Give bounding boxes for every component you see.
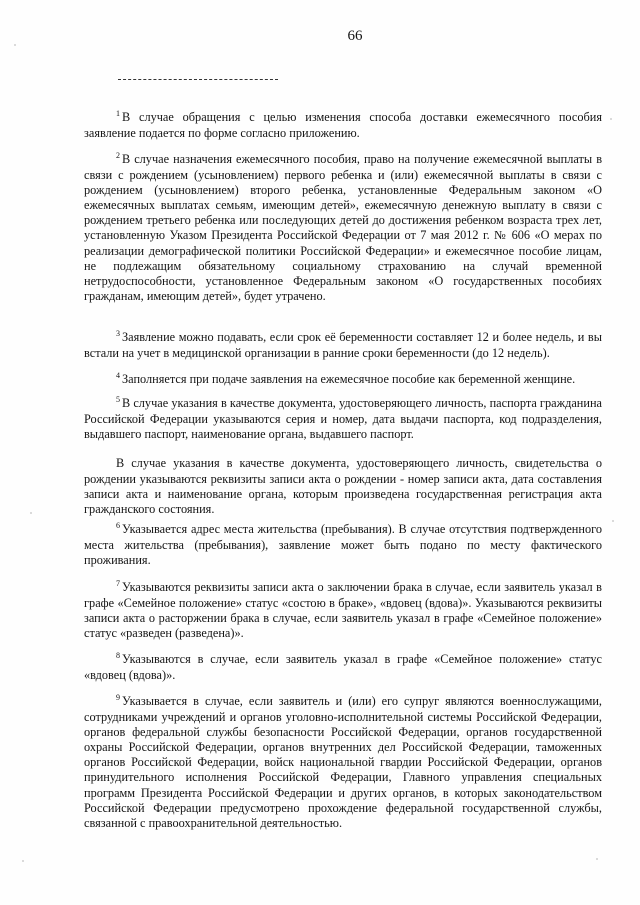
- footnote-mark: 4: [116, 371, 120, 381]
- footnote-separator: [118, 79, 278, 80]
- footnote-mark: 8: [116, 651, 120, 661]
- footnote-4: [84, 372, 602, 387]
- scan-speck: [610, 118, 612, 120]
- footnote-5: [84, 396, 602, 442]
- footnote-mark: 6: [116, 521, 120, 531]
- footnote-2: [84, 152, 602, 304]
- footnote-3: [84, 330, 602, 360]
- scan-speck: [14, 44, 16, 46]
- scan-speck: [30, 512, 32, 514]
- footnote-text: Заполняется при подаче заявления на ежемесячное пособие как беременной женщине.: [122, 372, 576, 387]
- page-number: 66: [347, 28, 363, 44]
- footnote-mark: 1: [116, 109, 120, 119]
- footnote-text: В случае назначения ежемесячного пособия, право на получение ежемесячной выплаты в связи с рождением (усыновлением) первого ребенка и (или) ежемесячной выплаты в связи с рождением (усыновлением) второго ребенка, установленные Федеральным законом «О ежемесячных выплатах семьям, имеющим детей», ежемесячную денежную выплату в связи с рождением третьего ребенка или последующих детей до достижения ребенком возраста трех лет, установленную Указом Президента Российской Федерации от 7 мая 2012 г. № 606 «О мерах по реализации демографической политики Российской Федерации» и ежемесячное пособие лицам, не подлежащим обязательному социальному страхованию на случай временной нетрудоспособности, установленное Федеральным законом «О государственных пособиях гражданам, имеющим детей», будет утрачено.: [84, 152, 602, 304]
- footnote-text: В случае указания в качестве документа, удостоверяющего личность, свидетельства о рождении указываются реквизиты записи акта о рождении - номер записи акта, дата составления записи акта и наименование органа, которым произведена государственная регистрация акта гражданского состояния.: [84, 456, 602, 516]
- footnote-text: В случае указания в качестве документа, удостоверяющего личность, паспорта гражданина Российской Федерации указываются серия и номер, дата выдачи паспорта, код подразделения, выдавшего паспорт, наименование органа, выдавшего паспорт.: [84, 396, 602, 441]
- footnote-8: [84, 652, 602, 682]
- scan-speck: [596, 858, 598, 860]
- footnote-text: В случае обращения с целью изменения способа доставки ежемесячного пособия заявление подается по форме согласно приложению.: [84, 110, 602, 140]
- footnote-text: Заявление можно подавать, если срок её беременности составляет 12 и более недель, и вы встали на учет в медицинской организации в ранние сроки беременности (до 12 недель).: [84, 330, 602, 360]
- footnote-7: [84, 580, 602, 641]
- footnote-text: Указывается в случае, если заявитель и (или) его супруг являются военнослужащими, сотрудниками учреждений и органов уголовно-исполнительной системы Российской Федерации, органов федеральной службы безопасности Российской Федерации, органов государственной охраны Российской Федерации, органов внутренних дел Российской Федерации, таможенных органов Российской Федерации, войск национальной гвардии Российской Федерации, органов принудительного исполнения Российской Федерации, Главного управления специальных программ Президента Российской Федерации и других органов, в которых законодательством Российской Федерации предусмотрено прохождение федеральной государственной службы, связанной с правоохранительной деятельностью.: [84, 694, 602, 830]
- footnote-6: [84, 522, 602, 568]
- footnote-text: Указываются реквизиты записи акта о заключении брака в случае, если заявитель указал в графе «Семейное положение» статус «состою в браке», «вдовец (вдова)». Указываются реквизиты записи акта о расторжении брака в случае, если заявитель указал в графе «Семейное положение» статус «разведен (разведена)».: [84, 580, 602, 640]
- scan-speck: [22, 860, 24, 862]
- footnote-mark: 5: [116, 395, 120, 405]
- footnote-mark: 9: [116, 693, 120, 703]
- footnote-text: Указываются в случае, если заявитель указал в графе «Семейное положение» статус «вдовец (вдова)».: [84, 652, 602, 682]
- footnote-mark: 7: [116, 579, 120, 589]
- footnote-9: [84, 694, 602, 831]
- footnote-1: [84, 110, 602, 140]
- footnote-5-continuation: [84, 456, 602, 517]
- footnote-mark: 3: [116, 329, 120, 339]
- footnote-mark: 2: [116, 151, 120, 161]
- scan-speck: [612, 520, 614, 522]
- footnote-text: Указывается адрес места жительства (пребывания). В случае отсутствия подтвержденного места жительства (пребывания), заявление может быть подано по месту фактического проживания.: [84, 522, 602, 567]
